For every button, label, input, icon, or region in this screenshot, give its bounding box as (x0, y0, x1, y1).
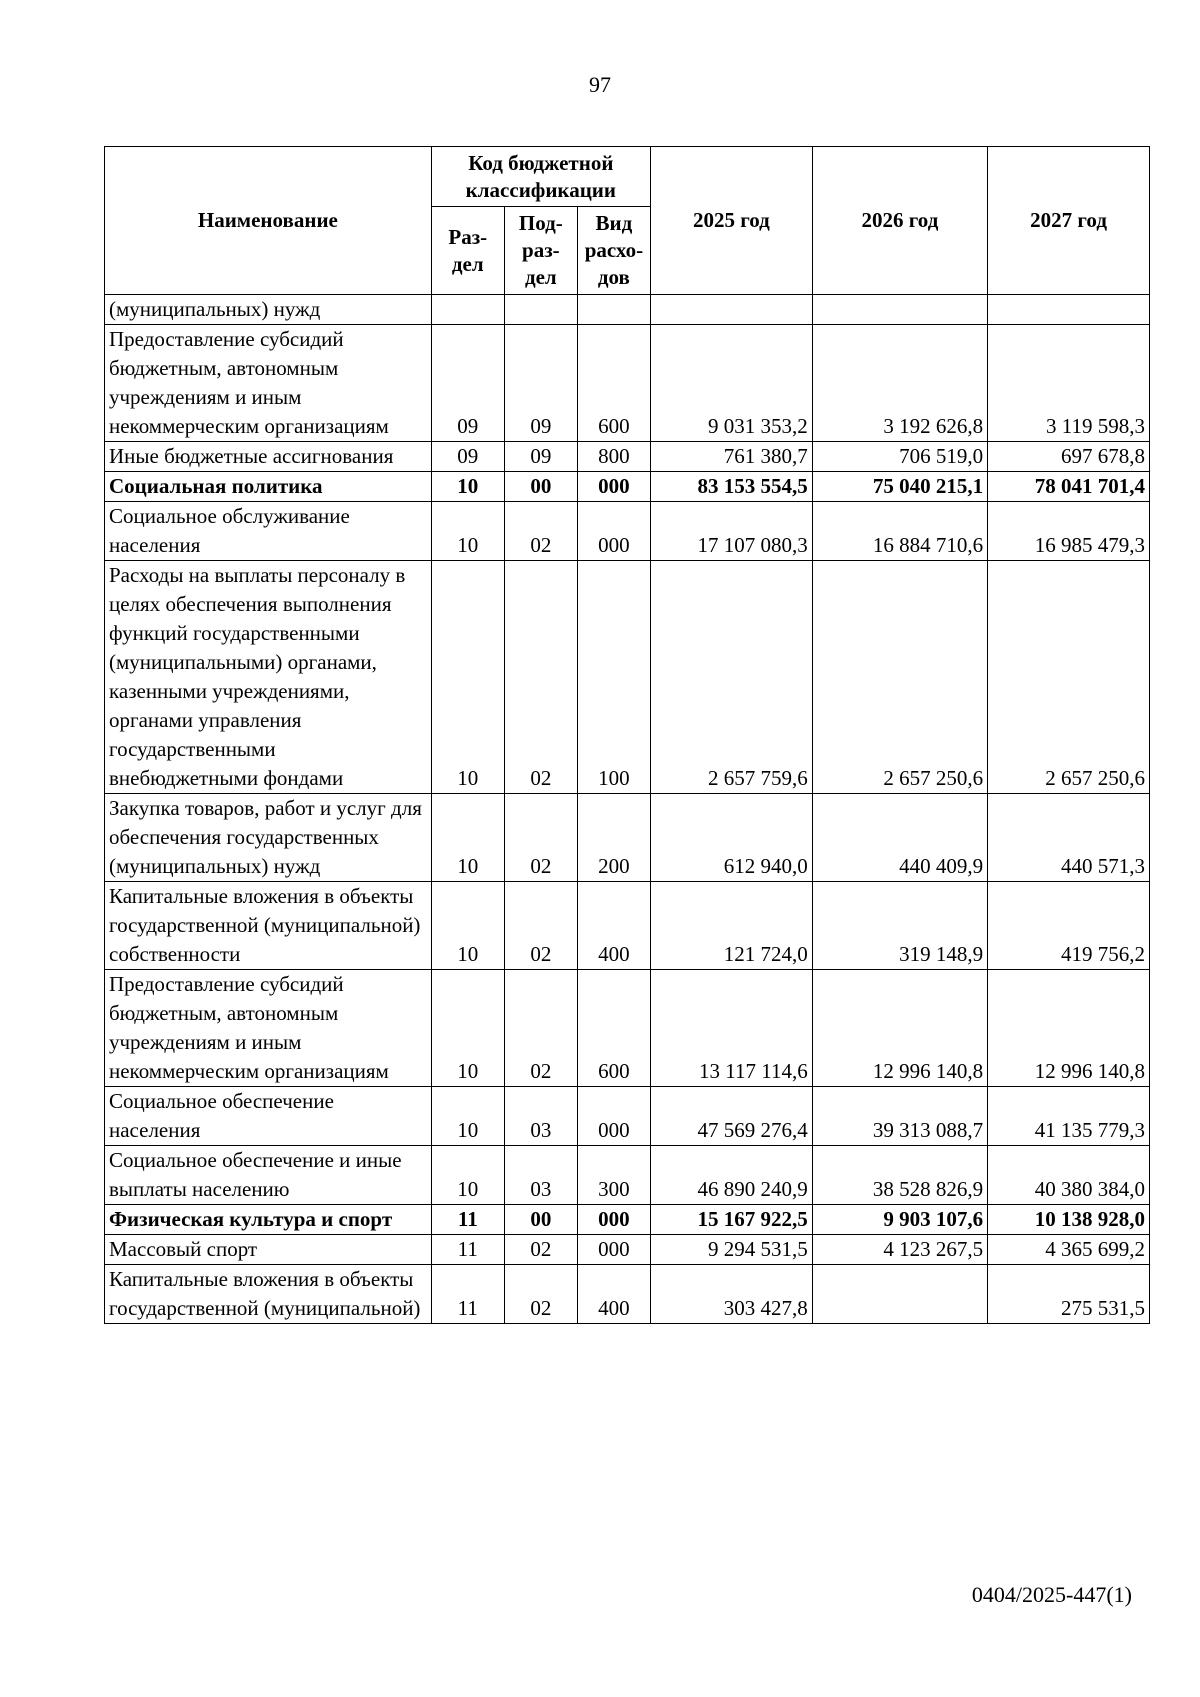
row-value-2026: 12 996 140,8 (812, 970, 987, 1087)
row-section: 09 (431, 325, 504, 442)
row-name: Социальное обслуживание населения (105, 502, 432, 561)
row-value-2025 (650, 295, 812, 325)
row-value-2026: 3 192 626,8 (812, 325, 987, 442)
row-subsection: 09 (504, 442, 577, 472)
row-subsection: 03 (504, 1087, 577, 1146)
row-section: 11 (431, 1235, 504, 1265)
row-section: 10 (431, 502, 504, 561)
row-name: Расходы на выплаты персоналу в целях обеспечения выполнения функций государственными (муниципальными) органами, казенными учреждениями, органами управления государственными внебюджетными фондами (105, 561, 432, 794)
row-value-2026: 440 409,9 (812, 794, 987, 882)
row-section: 10 (431, 472, 504, 502)
row-value-2027: 10 138 928,0 (988, 1205, 1150, 1235)
row-value-2025: 121 724,0 (650, 882, 812, 970)
table-row (105, 970, 1150, 1087)
row-value-2025: 303 427,8 (650, 1265, 812, 1324)
row-subsection: 02 (504, 561, 577, 794)
row-value-2025: 46 890 240,9 (650, 1146, 812, 1205)
row-value-2025: 13 117 114,6 (650, 970, 812, 1087)
row-subsection: 02 (504, 502, 577, 561)
row-section: 09 (431, 442, 504, 472)
row-section: 10 (431, 1087, 504, 1146)
header-section: Раз-дел (431, 207, 504, 295)
row-expense-type: 000 (577, 1235, 650, 1265)
header-expense-type: Вид расхо-дов (577, 207, 650, 295)
row-expense-type: 000 (577, 502, 650, 561)
row-subsection: 00 (504, 472, 577, 502)
table-row (105, 561, 1150, 794)
row-expense-type: 200 (577, 794, 650, 882)
row-subsection: 00 (504, 1205, 577, 1235)
row-expense-type (577, 295, 650, 325)
document-code: 0404/2025-447(1) (971, 1582, 1132, 1607)
row-expense-type: 800 (577, 442, 650, 472)
row-name: Капитальные вложения в объекты государственной (муниципальной) собственности (105, 882, 432, 970)
row-expense-type: 400 (577, 1265, 650, 1324)
row-expense-type: 000 (577, 472, 650, 502)
row-name: (муниципальных) нужд (105, 295, 432, 325)
row-section: 11 (431, 1265, 504, 1324)
row-section: 10 (431, 794, 504, 882)
table-row (105, 794, 1150, 882)
row-value-2025: 17 107 080,3 (650, 502, 812, 561)
row-subsection: 02 (504, 882, 577, 970)
row-value-2027: 2 657 250,6 (988, 561, 1150, 794)
row-value-2026 (812, 1265, 987, 1324)
row-value-2025: 761 380,7 (650, 442, 812, 472)
row-value-2027: 78 041 701,4 (988, 472, 1150, 502)
row-value-2026: 706 519,0 (812, 442, 987, 472)
row-value-2026: 16 884 710,6 (812, 502, 987, 561)
row-value-2026: 9 903 107,6 (812, 1205, 987, 1235)
row-name: Социальная политика (105, 472, 432, 502)
table-row (105, 882, 1150, 970)
table-row (105, 472, 1150, 502)
row-name: Предоставление субсидий бюджетным, автономным учреждениям и иным некоммерческим организациям (105, 325, 432, 442)
row-value-2027 (988, 295, 1150, 325)
row-value-2025: 2 657 759,6 (650, 561, 812, 794)
row-value-2026: 2 657 250,6 (812, 561, 987, 794)
table-row (105, 1205, 1150, 1235)
row-value-2027: 3 119 598,3 (988, 325, 1150, 442)
row-expense-type: 300 (577, 1146, 650, 1205)
table-row (105, 325, 1150, 442)
row-section: 10 (431, 1146, 504, 1205)
row-value-2027: 419 756,2 (988, 882, 1150, 970)
row-name: Закупка товаров, работ и услуг для обеспечения государственных (муниципальных) нужд (105, 794, 432, 882)
row-name: Массовый спорт (105, 1235, 432, 1265)
header-year-2025: 2025 год (650, 147, 812, 295)
row-value-2026 (812, 295, 987, 325)
row-value-2027: 40 380 384,0 (988, 1146, 1150, 1205)
row-expense-type: 100 (577, 561, 650, 794)
row-value-2025: 47 569 276,4 (650, 1087, 812, 1146)
table-row (105, 1087, 1150, 1146)
row-subsection (504, 295, 577, 325)
row-name: Предоставление субсидий бюджетным, автономным учреждениям и иным некоммерческим организациям (105, 970, 432, 1087)
row-name: Социальное обеспечение и иные выплаты населению (105, 1146, 432, 1205)
row-expense-type: 000 (577, 1087, 650, 1146)
row-name: Капитальные вложения в объекты государственной (муниципальной) (105, 1265, 432, 1324)
table-row (105, 1146, 1150, 1205)
row-subsection: 02 (504, 794, 577, 882)
row-value-2027: 41 135 779,3 (988, 1087, 1150, 1146)
table-row (105, 1235, 1150, 1265)
row-section: 11 (431, 1205, 504, 1235)
row-value-2026: 4 123 267,5 (812, 1235, 987, 1265)
row-expense-type: 600 (577, 325, 650, 442)
row-value-2027: 697 678,8 (988, 442, 1150, 472)
row-value-2025: 83 153 554,5 (650, 472, 812, 502)
row-section: 10 (431, 970, 504, 1087)
row-expense-type: 000 (577, 1205, 650, 1235)
row-value-2027: 275 531,5 (988, 1265, 1150, 1324)
header-name: Наименование (105, 147, 432, 295)
row-subsection: 02 (504, 970, 577, 1087)
row-value-2025: 9 031 353,2 (650, 325, 812, 442)
row-value-2026: 39 313 088,7 (812, 1087, 987, 1146)
table-row (105, 442, 1150, 472)
row-subsection: 03 (504, 1146, 577, 1205)
row-name: Иные бюджетные ассигнования (105, 442, 432, 472)
row-name: Физическая культура и спорт (105, 1205, 432, 1235)
row-value-2025: 15 167 922,5 (650, 1205, 812, 1235)
row-value-2027: 440 571,3 (988, 794, 1150, 882)
row-value-2027: 16 985 479,3 (988, 502, 1150, 561)
row-section: 10 (431, 882, 504, 970)
row-subsection: 02 (504, 1235, 577, 1265)
header-year-2026: 2026 год (812, 147, 987, 295)
row-section: 10 (431, 561, 504, 794)
row-name: Социальное обеспечение населения (105, 1087, 432, 1146)
header-year-2027: 2027 год (988, 147, 1150, 295)
table-row (105, 502, 1150, 561)
budget-table (104, 146, 1150, 1324)
header-subsection: Под-раз-дел (504, 207, 577, 295)
page-number: 97 (589, 72, 611, 97)
header-code-group: Код бюджетной классификации (431, 147, 650, 207)
row-section (431, 295, 504, 325)
table-row (105, 1265, 1150, 1324)
row-value-2026: 319 148,9 (812, 882, 987, 970)
row-subsection: 02 (504, 1265, 577, 1324)
row-subsection: 09 (504, 325, 577, 442)
row-expense-type: 400 (577, 882, 650, 970)
row-value-2027: 4 365 699,2 (988, 1235, 1150, 1265)
row-expense-type: 600 (577, 970, 650, 1087)
row-value-2025: 612 940,0 (650, 794, 812, 882)
row-value-2025: 9 294 531,5 (650, 1235, 812, 1265)
row-value-2026: 75 040 215,1 (812, 472, 987, 502)
row-value-2027: 12 996 140,8 (988, 970, 1150, 1087)
row-value-2026: 38 528 826,9 (812, 1146, 987, 1205)
table-row (105, 295, 1150, 325)
